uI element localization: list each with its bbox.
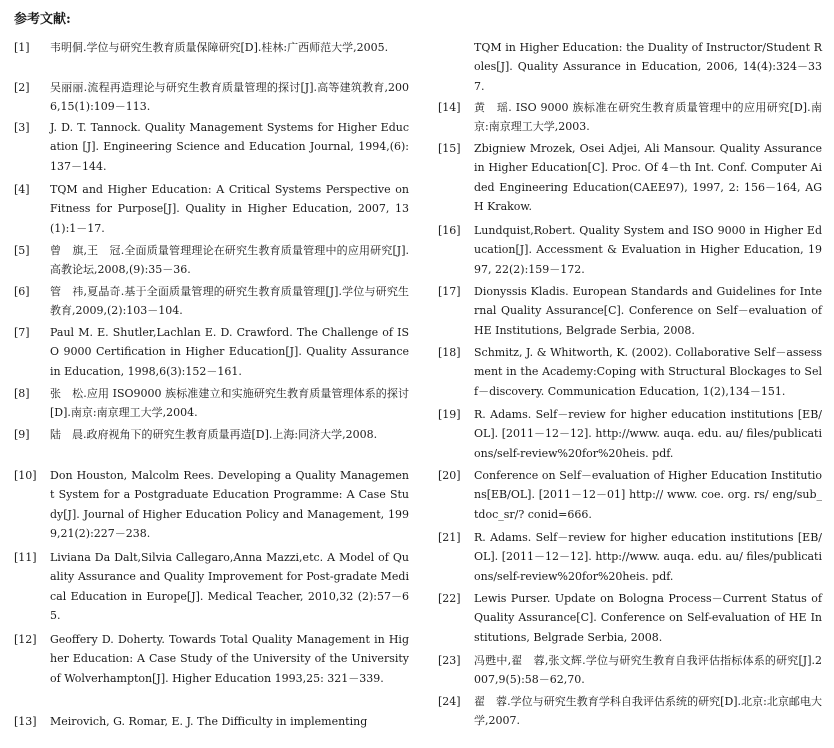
reference-text: Conference on Self－evaluation of Higher Education Institutions[EB/OL]. [2011－12－01] http:// www. coe. org. rs/ eng/sub_tdoc_sr/? conid=666.	[474, 469, 822, 521]
reference-number: [13]	[14, 715, 37, 728]
reference-text: Lundquist,Robert. Quality System and ISO 9000 in Higher Education[J]. Accessment & Evaluation in Higher Education, 1997, 22(2):159－172.	[474, 224, 822, 276]
reference-item	[14, 118, 409, 176]
reference-number: [23]	[438, 654, 461, 667]
reference-item	[438, 405, 822, 463]
reference-item	[14, 384, 409, 423]
reference-number: [4]	[14, 183, 30, 196]
reference-number: [19]	[438, 408, 461, 421]
reference-number: [14]	[438, 101, 461, 114]
reference-number: [2]	[14, 81, 30, 94]
reference-text: Dionyssis Kladis. European Standards and Guidelines for Internal Quality Assurance[C]. Conference on Self－evaluation of HE Institutions, Belgrade Serbia, 2008.	[474, 285, 822, 337]
reference-text: Schmitz, J. & Whitworth, K. (2002). Collaborative Self－assessment in the Academy:Coping with Structural Blockages to Self－discovery. Communication Education, 1(2),134－151.	[474, 346, 822, 398]
reference-item	[14, 712, 409, 731]
reference-text: R. Adams. Self－review for higher education institutions [EB/OL]. [2011－12－12]. http://www. auqa. edu. au/ files/publications/self-review%20for%20heis. pdf.	[474, 531, 822, 583]
reference-item	[438, 221, 822, 279]
reference-text: Lewis Purser. Update on Bologna Process－Current Status of Quality Assurance[C]. Conference on Self-evaluation of HE Institutions, Belgrade Serbia, 2008.	[474, 592, 822, 644]
reference-item	[438, 466, 822, 524]
reference-item	[438, 589, 822, 647]
reference-item	[438, 282, 822, 340]
reference-number: [22]	[438, 592, 461, 605]
reference-text: Liviana Da Dalt,Silvia Callegaro,Anna Mazzi,etc. A Model of Quality Assurance and Quality Improvement for Post-gradate Medical Education in Europe[J]. Medical Teacher, 2010,32 (2):57－65.	[50, 551, 409, 623]
reference-item	[14, 323, 409, 381]
reference-number: [24]	[438, 695, 461, 708]
reference-number: [9]	[14, 428, 30, 441]
reference-text: 陆 晨.政府视角下的研究生教育质量再造[D].上海:同济大学,2008.	[50, 428, 378, 441]
reference-number: [12]	[14, 633, 37, 646]
reference-text: 管 祎,夏晶奇.基于全面质量管理的研究生教育质量管理[J].学位与研究生教育,2009,(2):103－104.	[50, 285, 409, 318]
reference-item	[14, 282, 409, 321]
reference-item	[14, 425, 409, 444]
reference-text: 曾 旗,王 冠.全面质量管理理论在研究生教育质量管理中的应用研究[J].高教论坛,2008,(9):35－36.	[50, 244, 409, 277]
reference-number: [5]	[14, 244, 30, 257]
reference-item	[14, 180, 409, 238]
reference-number: [20]	[438, 469, 461, 482]
reference-text: Don Houston, Malcolm Rees. Developing a Quality Management System for a Postgraduate Education Programme: A Case Study[J]. Journal of Higher Education Policy and Management, 1999,21(2):227－238.	[50, 469, 409, 541]
reference-text: TQM and Higher Education: A Critical Systems Perspective on Fitness for Purpose[J]. Quality in Higher Education, 2007, 13(1):1－17.	[50, 183, 409, 235]
reference-number: [17]	[438, 285, 461, 298]
reference-item	[438, 692, 822, 731]
reference-number: [21]	[438, 531, 461, 544]
reference-item	[14, 466, 409, 544]
reference-item	[14, 38, 409, 57]
reference-item	[438, 651, 822, 690]
reference-number: [3]	[14, 121, 30, 134]
reference-item	[438, 139, 822, 217]
reference-item	[14, 630, 409, 688]
reference-number: [15]	[438, 142, 461, 155]
reference-number: [11]	[14, 551, 37, 564]
reference-number: [8]	[14, 387, 30, 400]
reference-item	[14, 548, 409, 626]
reference-number: [10]	[14, 469, 37, 482]
references-heading: 参考文献:	[14, 12, 71, 27]
reference-text: 翟 蓉.学位与研究生教育学科自我评估系统的研究[D].北京:北京邮电大学,2007.	[474, 695, 822, 728]
reference-item	[438, 343, 822, 401]
reference-item	[438, 528, 822, 586]
reference-number: [6]	[14, 285, 30, 298]
reference-item	[438, 98, 822, 137]
reference-item	[14, 241, 409, 280]
reference-text: TQM in Higher Education: the Duality of Instructor/Student Roles[J]. Quality Assurance in Education, 2006, 14(4):324－337.	[474, 41, 822, 93]
reference-text: Paul M. E. Shutler,Lachlan E. D. Crawford. The Challenge of ISO 9000 Certification in Higher Education[J]. Quality Assurance in Education, 1998,6(3):152－161.	[50, 326, 409, 378]
reference-number: [16]	[438, 224, 461, 237]
reference-text: Geoffery D. Doherty. Towards Total Quality Management in Higher Education: A Case Study of the University of the University of Wolverhampton[J]. Higher Education 1993,25: 321－339.	[50, 633, 409, 685]
reference-item	[438, 38, 822, 96]
reference-number: [1]	[14, 41, 30, 54]
reference-text: 韦明侗.学位与研究生教育质量保障研究[D].桂林:广西师范大学,2005.	[50, 41, 389, 54]
reference-number: [18]	[438, 346, 461, 359]
reference-text: R. Adams. Self－review for higher education institutions [EB/OL]. [2011－12－12]. http://www. auqa. edu. au/ files/publications/self-review%20for%20heis. pdf.	[474, 408, 822, 460]
reference-text: 张 松.应用 ISO9000 族标准建立和实施研究生教育质量管理体系的探讨[D].南京:南京理工大学,2004.	[50, 387, 409, 420]
reference-number: [7]	[14, 326, 30, 339]
reference-text: J. D. T. Tannock. Quality Management Systems for Higher Education [J]. Engineering Science and Education Journal, 1994,(6):137－144.	[50, 121, 409, 173]
reference-text: 吴丽丽.流程再造理论与研究生教育质量管理的探讨[J].高等建筑教育,2006,15(1):109－113.	[50, 81, 409, 114]
reference-text: 冯甦中,翟 蓉,张文辉.学位与研究生教育自我评估指标体系的研究[J].2007,9(5):58－62,70.	[474, 654, 822, 687]
reference-text: 黄 瑶. ISO 9000 族标准在研究生教育质量管理中的应用研究[D].南京:南京理工大学,2003.	[474, 101, 822, 134]
reference-text: Meirovich, G. Romar, E. J. The Difficulty in implementing	[50, 715, 368, 728]
reference-item	[14, 78, 409, 117]
reference-text: Zbigniew Mrozek, Osei Adjei, Ali Mansour. Quality Assurance in Higher Education[C]. Proc. Of 4－th Int. Conf. Computer Aided Engineering Education(CAEE97), 1997, 2: 156－164, AGH Krakow.	[474, 142, 822, 214]
